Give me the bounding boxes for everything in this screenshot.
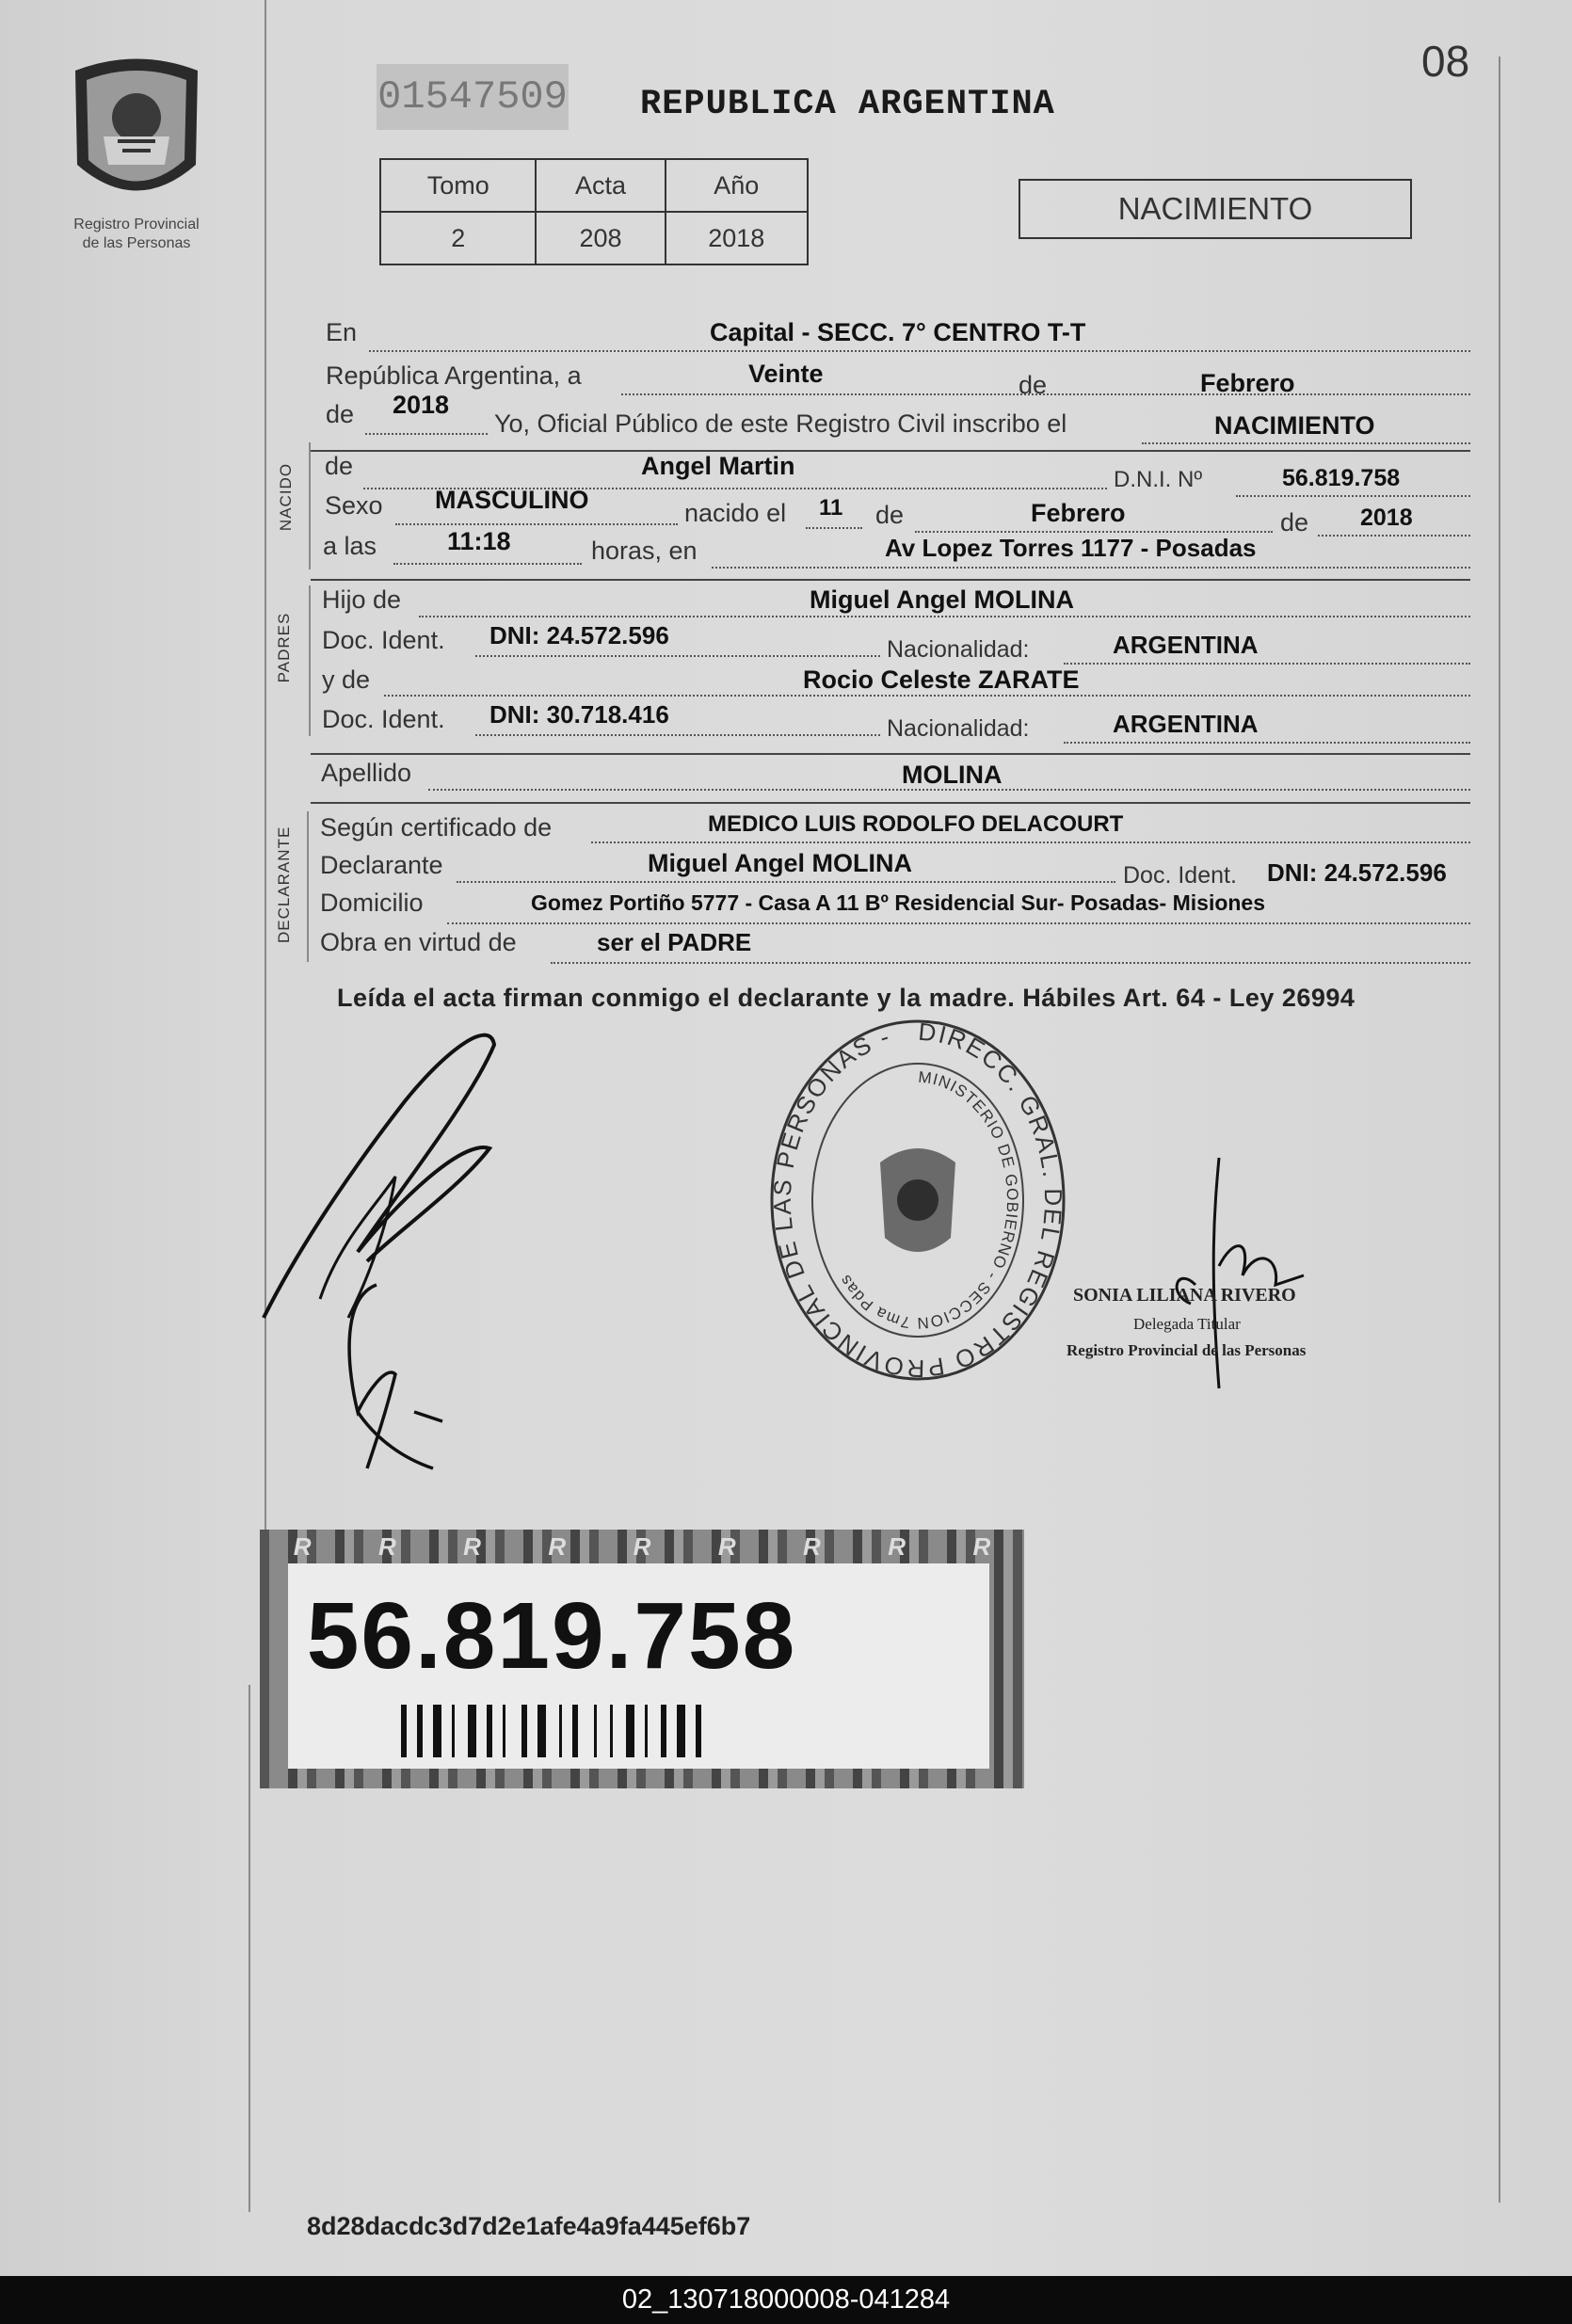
barcode-bar xyxy=(401,1705,407,1757)
value-hora: 11:18 xyxy=(447,527,511,555)
dots-obra xyxy=(551,962,1470,964)
logo-caption-1: Registro Provincial xyxy=(73,216,200,232)
dots-madre-nac xyxy=(1064,742,1470,744)
value-obra: ser el PADRE xyxy=(597,928,752,956)
section-bar-nacido xyxy=(309,442,311,569)
sticker-pattern-letter: R xyxy=(972,1531,991,1561)
value-anio-nac: 2018 xyxy=(1360,505,1413,531)
value-apellido: MOLINA xyxy=(902,761,1003,789)
label-doc-ident-declarante: Doc. Ident. xyxy=(1123,862,1237,889)
registrar-office: Registro Provincial de las Personas xyxy=(1067,1341,1307,1359)
value-madre: Rocio Celeste ZARATE xyxy=(803,665,1080,694)
label-declarante: Declarante xyxy=(320,851,443,879)
separator-1 xyxy=(311,450,1470,452)
sticker-pattern-letter: R xyxy=(888,1531,906,1561)
barcode-bar xyxy=(626,1705,634,1757)
label-a-las: a las xyxy=(323,532,377,560)
dots-padre-doc xyxy=(475,655,880,657)
dots-dni xyxy=(1236,495,1470,497)
barcode-bar xyxy=(417,1705,423,1757)
value-declarante: Miguel Angel MOLINA xyxy=(648,849,912,877)
dots-en xyxy=(369,350,1470,352)
label-dni-no: D.N.I. Nº xyxy=(1114,467,1203,492)
barcode-bar xyxy=(537,1705,546,1757)
value-nombre: Angel Martin xyxy=(641,452,795,480)
section-label-padres: PADRES xyxy=(275,612,293,683)
label-doc-ident-madre: Doc. Ident. xyxy=(322,705,445,733)
barcode-bar xyxy=(677,1705,685,1757)
sticker-pattern-letter: R xyxy=(717,1531,736,1561)
section-bar-padres xyxy=(309,585,311,736)
label-horas-en: horas, en xyxy=(591,537,698,565)
sticker-pattern-letter: R xyxy=(293,1531,312,1561)
acta-header: Acta xyxy=(536,159,665,212)
barcode-bar xyxy=(572,1705,578,1757)
value-dia: Veinte xyxy=(748,360,824,388)
label-doc-ident-padre: Doc. Ident. xyxy=(322,626,445,654)
label-apellido: Apellido xyxy=(321,759,412,787)
closing-text: Leída el acta firman conmigo el declarante y la madre. Hábiles Art. 64 - Ley 26994 xyxy=(337,984,1355,1012)
barcode xyxy=(401,1705,853,1757)
dots-madre xyxy=(384,695,1470,697)
dots-madre-doc xyxy=(475,734,880,736)
label-de-mes: de xyxy=(1019,371,1048,399)
dots-anio xyxy=(365,433,488,435)
dots-domicilio xyxy=(447,922,1470,924)
tomo-value: 2 xyxy=(380,212,536,264)
label-nacido-el: nacido el xyxy=(684,499,787,527)
value-dni: 56.819.758 xyxy=(1282,465,1401,491)
label-de-mes-nac: de xyxy=(875,501,905,529)
barcode-bar xyxy=(594,1705,597,1757)
label-hijo-de: Hijo de xyxy=(322,585,402,614)
anio-header: Año xyxy=(666,159,808,212)
dots-hora xyxy=(393,563,582,565)
separator-2 xyxy=(311,579,1470,581)
tomo-acta-anio-table xyxy=(379,158,809,265)
barcode-bar xyxy=(610,1705,613,1757)
document-hash: 8d28dacdc3d7d2e1afe4a9fa445ef6b7 xyxy=(307,2212,751,2240)
dni-sticker xyxy=(260,1530,1024,1788)
barcode-bar xyxy=(696,1705,701,1757)
label-sexo: Sexo xyxy=(325,491,383,520)
footer-id: 02_130718000008-041284 xyxy=(621,2284,951,2315)
value-dia-nac: 11 xyxy=(819,495,843,521)
value-padre: Miguel Angel MOLINA xyxy=(810,585,1074,614)
value-madre-doc: DNI: 30.718.416 xyxy=(489,700,669,729)
section-label-nacido: NACIDO xyxy=(277,462,295,532)
left-margin-line-lower xyxy=(249,1685,250,2212)
label-en: En xyxy=(326,318,358,346)
value-padre-nac: ARGENTINA xyxy=(1113,631,1259,659)
registrar-name: SONIA LILIANA RIVERO xyxy=(1073,1285,1296,1306)
sticker-dni-number: 56.819.758 xyxy=(306,1583,797,1689)
left-margin-line xyxy=(265,0,266,1685)
label-de-anio-nac: de xyxy=(1280,508,1309,537)
value-sexo: MASCULINO xyxy=(435,486,589,514)
barcode-bar xyxy=(645,1705,648,1757)
section-label-declarante: DECLARANTE xyxy=(275,825,293,943)
value-mes-nac: Febrero xyxy=(1031,499,1126,527)
registry-stamp xyxy=(762,1012,1073,1388)
dots-declarante xyxy=(457,881,1115,883)
record-type-box: NACIMIENTO xyxy=(1019,179,1412,239)
stamp-inner-text: MINISTERIO DE GOBIERNO - SECCION 7ma Pdas xyxy=(835,1067,1022,1333)
label-nacionalidad-madre: Nacionalidad: xyxy=(887,715,1030,742)
registry-logo xyxy=(66,52,207,212)
label-segun: Según certificado de xyxy=(320,813,553,841)
dots-anio-nac xyxy=(1318,535,1470,537)
anio-value: 2018 xyxy=(666,212,808,264)
dots-sexo xyxy=(395,523,678,525)
barcode-bar xyxy=(433,1705,441,1757)
acta-value: 208 xyxy=(536,212,665,264)
barcode-bar xyxy=(487,1705,492,1757)
document-title: REPUBLICA ARGENTINA xyxy=(640,85,1055,124)
value-lugar-nac: Av Lopez Torres 1177 - Posadas xyxy=(885,534,1257,562)
tomo-header: Tomo xyxy=(380,159,536,212)
value-certificado: MEDICO LUIS RODOLFO DELACOURT xyxy=(708,811,1124,837)
stamp-outer-text: DIRECC. GRAL. DEL REGISTRO PROVINCIAL DE LAS PERSONAS - xyxy=(767,1017,1068,1384)
mother-signature xyxy=(320,1280,480,1478)
sticker-panel xyxy=(288,1563,989,1769)
label-y-de: y de xyxy=(322,665,371,694)
label-nacionalidad-padre: Nacionalidad: xyxy=(887,636,1030,663)
label-de-anio: de xyxy=(326,400,355,428)
dots-lugar-nac xyxy=(712,567,1470,569)
separator-3 xyxy=(311,753,1470,755)
sticker-pattern-letter: R xyxy=(377,1531,396,1561)
dots-mes-nac xyxy=(915,531,1273,533)
value-padre-doc: DNI: 24.572.596 xyxy=(489,621,669,649)
sticker-pattern-row xyxy=(260,1530,1024,1563)
dots-acto xyxy=(1142,442,1470,444)
value-domicilio: Gomez Portiño 5777 - Casa A 11 Bº Residencial Sur- Posadas- Misiones xyxy=(531,890,1266,915)
logo-caption-2: de las Personas xyxy=(82,235,191,251)
barcode-bar xyxy=(521,1705,527,1757)
label-obra: Obra en virtud de xyxy=(320,928,517,956)
registrar-signature xyxy=(1139,1153,1308,1398)
value-declarante-doc: DNI: 24.572.596 xyxy=(1267,858,1447,887)
sticker-pattern-letter: R xyxy=(633,1531,651,1561)
dots-padre xyxy=(419,616,1470,617)
label-yo-oficial: Yo, Oficial Público de este Registro Civil inscribo el xyxy=(494,409,1067,438)
barcode-bar xyxy=(468,1705,476,1757)
barcode-bar xyxy=(559,1705,562,1757)
dots-certificado xyxy=(591,841,1470,843)
value-mes: Febrero xyxy=(1200,369,1295,397)
section-bar-declarante xyxy=(307,811,309,962)
sticker-pattern-letter: R xyxy=(548,1531,567,1561)
sticker-pattern-letter: R xyxy=(463,1531,481,1561)
label-de-nombre: de xyxy=(325,452,354,480)
sticker-pattern-letter: R xyxy=(803,1531,821,1561)
dots-padre-nac xyxy=(1064,663,1470,665)
value-lugar: Capital - SECC. 7° CENTRO T-T xyxy=(710,318,1086,346)
serial-number: 01547509 xyxy=(377,64,569,130)
value-anio: 2018 xyxy=(393,391,450,419)
barcode-bar xyxy=(452,1705,455,1757)
label-republica: República Argentina, a xyxy=(326,361,582,390)
page-number: 08 xyxy=(1421,37,1470,86)
dots-dia-nac xyxy=(806,527,862,529)
barcode-bar xyxy=(503,1705,505,1757)
footer-id-bar xyxy=(0,2276,1572,2324)
separator-4 xyxy=(311,802,1470,804)
registrar-role: Delegada Titular xyxy=(1133,1315,1241,1333)
right-margin-line xyxy=(1499,56,1500,2203)
value-acto: NACIMIENTO xyxy=(1214,411,1375,440)
barcode-bar xyxy=(661,1705,666,1757)
label-domicilio: Domicilio xyxy=(320,889,424,917)
value-madre-nac: ARGENTINA xyxy=(1113,710,1259,738)
